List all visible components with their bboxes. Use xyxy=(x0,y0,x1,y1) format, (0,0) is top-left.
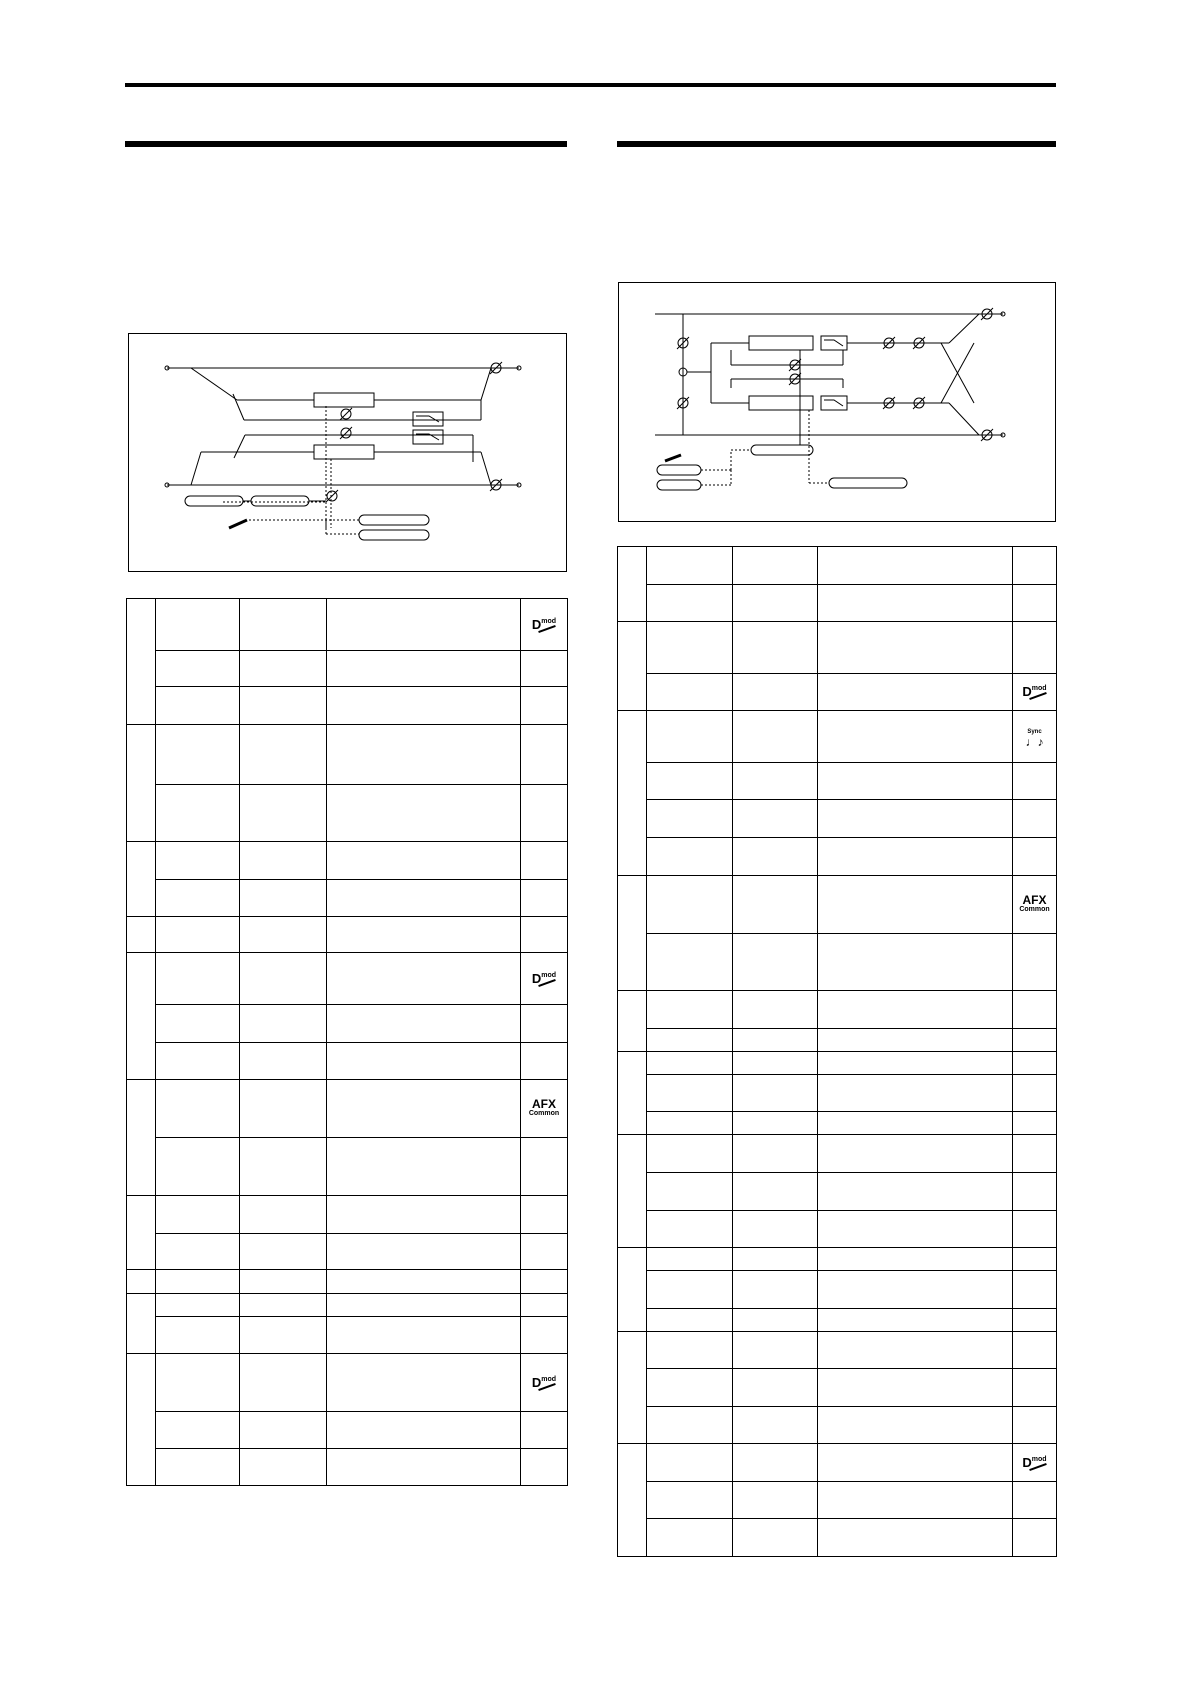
table-row xyxy=(618,800,1057,838)
group-cell xyxy=(618,1052,647,1135)
group-cell xyxy=(618,622,647,711)
group-cell xyxy=(127,1196,156,1270)
table-row xyxy=(618,876,1057,934)
table-row xyxy=(618,934,1057,991)
group-cell xyxy=(127,1354,156,1486)
table-row xyxy=(127,725,568,785)
table-row xyxy=(618,838,1057,876)
right-section-rule xyxy=(617,141,1056,147)
table-row xyxy=(127,599,568,651)
table-row xyxy=(618,1029,1057,1052)
group-cell xyxy=(618,1444,647,1557)
right-parameter-table xyxy=(617,546,1057,1557)
table-row xyxy=(618,674,1057,711)
fx-common-icon: AFX Common xyxy=(521,1080,568,1138)
right-diagram-svg xyxy=(619,283,1055,521)
table-row xyxy=(127,917,568,953)
dmod-icon: $D^{mod}$ xyxy=(521,599,568,651)
left-block-diagram xyxy=(128,333,567,572)
group-cell xyxy=(618,1332,647,1444)
group-cell xyxy=(127,725,156,842)
table-row xyxy=(127,1412,568,1449)
table-row xyxy=(127,1317,568,1354)
table-row xyxy=(618,1369,1057,1407)
table-row xyxy=(618,1482,1057,1519)
left-parameter-table xyxy=(126,598,568,1486)
table-row xyxy=(618,622,1057,674)
group-cell xyxy=(127,1270,156,1294)
dmod-icon: $D^{mod}$ xyxy=(1013,1444,1057,1482)
left-section-rule xyxy=(125,141,567,147)
right-block-diagram xyxy=(618,282,1056,522)
left-diagram-svg xyxy=(129,334,566,571)
group-cell xyxy=(127,842,156,917)
table-row xyxy=(127,1005,568,1043)
table-row xyxy=(618,547,1057,585)
table-row xyxy=(127,1080,568,1138)
table-row xyxy=(127,1138,568,1196)
table-row xyxy=(618,711,1057,763)
group-cell xyxy=(618,1248,647,1332)
group-cell xyxy=(127,1294,156,1354)
table-row xyxy=(618,1211,1057,1248)
table-row xyxy=(618,1135,1057,1173)
group-cell xyxy=(127,917,156,953)
table-row xyxy=(618,763,1057,800)
table-row xyxy=(127,1294,568,1317)
table-row xyxy=(127,880,568,917)
table-row xyxy=(618,1407,1057,1444)
table-row xyxy=(127,651,568,687)
table-row xyxy=(127,1270,568,1294)
group-cell xyxy=(127,1080,156,1196)
table-row xyxy=(618,1052,1057,1075)
group-cell xyxy=(127,599,156,725)
table-row xyxy=(618,1309,1057,1332)
table-row xyxy=(127,953,568,1005)
table-row xyxy=(618,1112,1057,1135)
table-row xyxy=(127,1354,568,1412)
table-row xyxy=(618,1271,1057,1309)
table-row xyxy=(127,1043,568,1080)
page-top-rule xyxy=(125,83,1056,87)
fx-common-icon: AFX Common xyxy=(1013,876,1057,934)
group-cell xyxy=(618,991,647,1052)
table-row xyxy=(618,1248,1057,1271)
table-row xyxy=(618,1519,1057,1557)
table-row xyxy=(618,991,1057,1029)
table-row xyxy=(618,1332,1057,1369)
sync-icon: Sync ♩♪ xyxy=(1013,711,1057,763)
group-cell xyxy=(618,876,647,991)
table-row xyxy=(127,785,568,842)
group-cell xyxy=(618,547,647,622)
dmod-icon: $D^{mod}$ xyxy=(1013,674,1057,711)
group-cell xyxy=(127,953,156,1080)
table-row xyxy=(618,585,1057,622)
table-row xyxy=(127,1449,568,1486)
dmod-icon: $D^{mod}$ xyxy=(521,953,568,1005)
table-row xyxy=(127,842,568,880)
table-row xyxy=(127,687,568,725)
table-row xyxy=(127,1196,568,1234)
table-row xyxy=(618,1075,1057,1112)
group-cell xyxy=(618,711,647,876)
table-row xyxy=(618,1444,1057,1482)
dmod-icon: $D^{mod}$ xyxy=(521,1354,568,1412)
group-cell xyxy=(618,1135,647,1248)
table-row xyxy=(618,1173,1057,1211)
table-row xyxy=(127,1234,568,1270)
